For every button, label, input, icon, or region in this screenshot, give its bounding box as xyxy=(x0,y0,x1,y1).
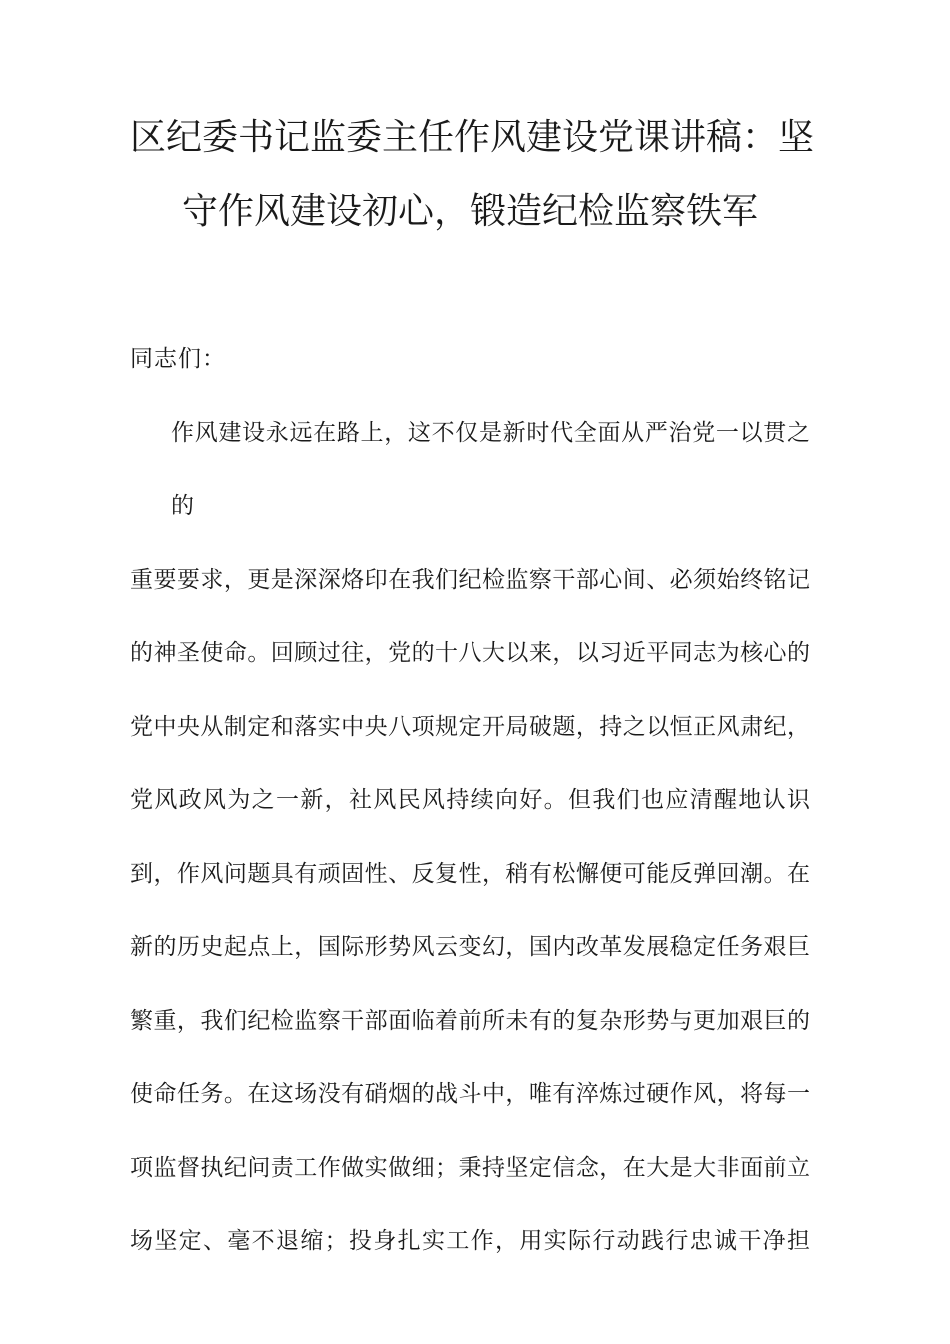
body-line: 的神圣使命。回顾过往，党的十八大以来，以习近平同志为核心的 xyxy=(130,640,810,665)
blank-line xyxy=(130,248,810,322)
body-line: 项监督执纪问责工作做实做细；秉持坚定信念，在大是大非面前立 xyxy=(130,1154,810,1180)
body-line: 新的历史起点上，国际形势风云变幻，国内改革发展稳定任务艰巨 xyxy=(130,934,810,959)
body-line: 使命任务。在这场没有硝烟的战斗中，唯有淬炼过硬作风，将每一 xyxy=(130,1081,810,1106)
document-title xyxy=(130,100,815,248)
body-line: 作风建设永远在路上，这不仅是新时代全面从严治党一以贯之的 xyxy=(171,419,810,518)
body-line: 党中央从制定和落实中央八项规定开局破题，持之以恒正风肃纪， xyxy=(130,713,810,739)
body-line: 到，作风问题具有顽固性、反复性，稍有松懈便可能反弹回潮。在 xyxy=(130,860,810,886)
salutation-line: 同志们： xyxy=(130,346,226,371)
title-line: 区纪委书记监委主任作风建设党课讲稿：坚 xyxy=(130,117,815,157)
body-line: 场坚定、毫不退缩；投身扎实工作，用实际行动践行忠诚干净担 xyxy=(130,1228,810,1253)
paragraph xyxy=(130,396,810,1278)
body-line: 繁重，我们纪检监察干部面临着前所未有的复杂形势与更加艰巨的 xyxy=(130,1007,810,1033)
body-line: 重要要求，更是深深烙印在我们纪检监察干部心间、必须始终铭记 xyxy=(130,566,810,592)
title-line: 守作风建设初心，锻造纪检监察铁军 xyxy=(181,191,758,231)
body-line: 党风政风为之一新，社风民风持续向好。但我们也应清醒地认识 xyxy=(130,787,810,812)
